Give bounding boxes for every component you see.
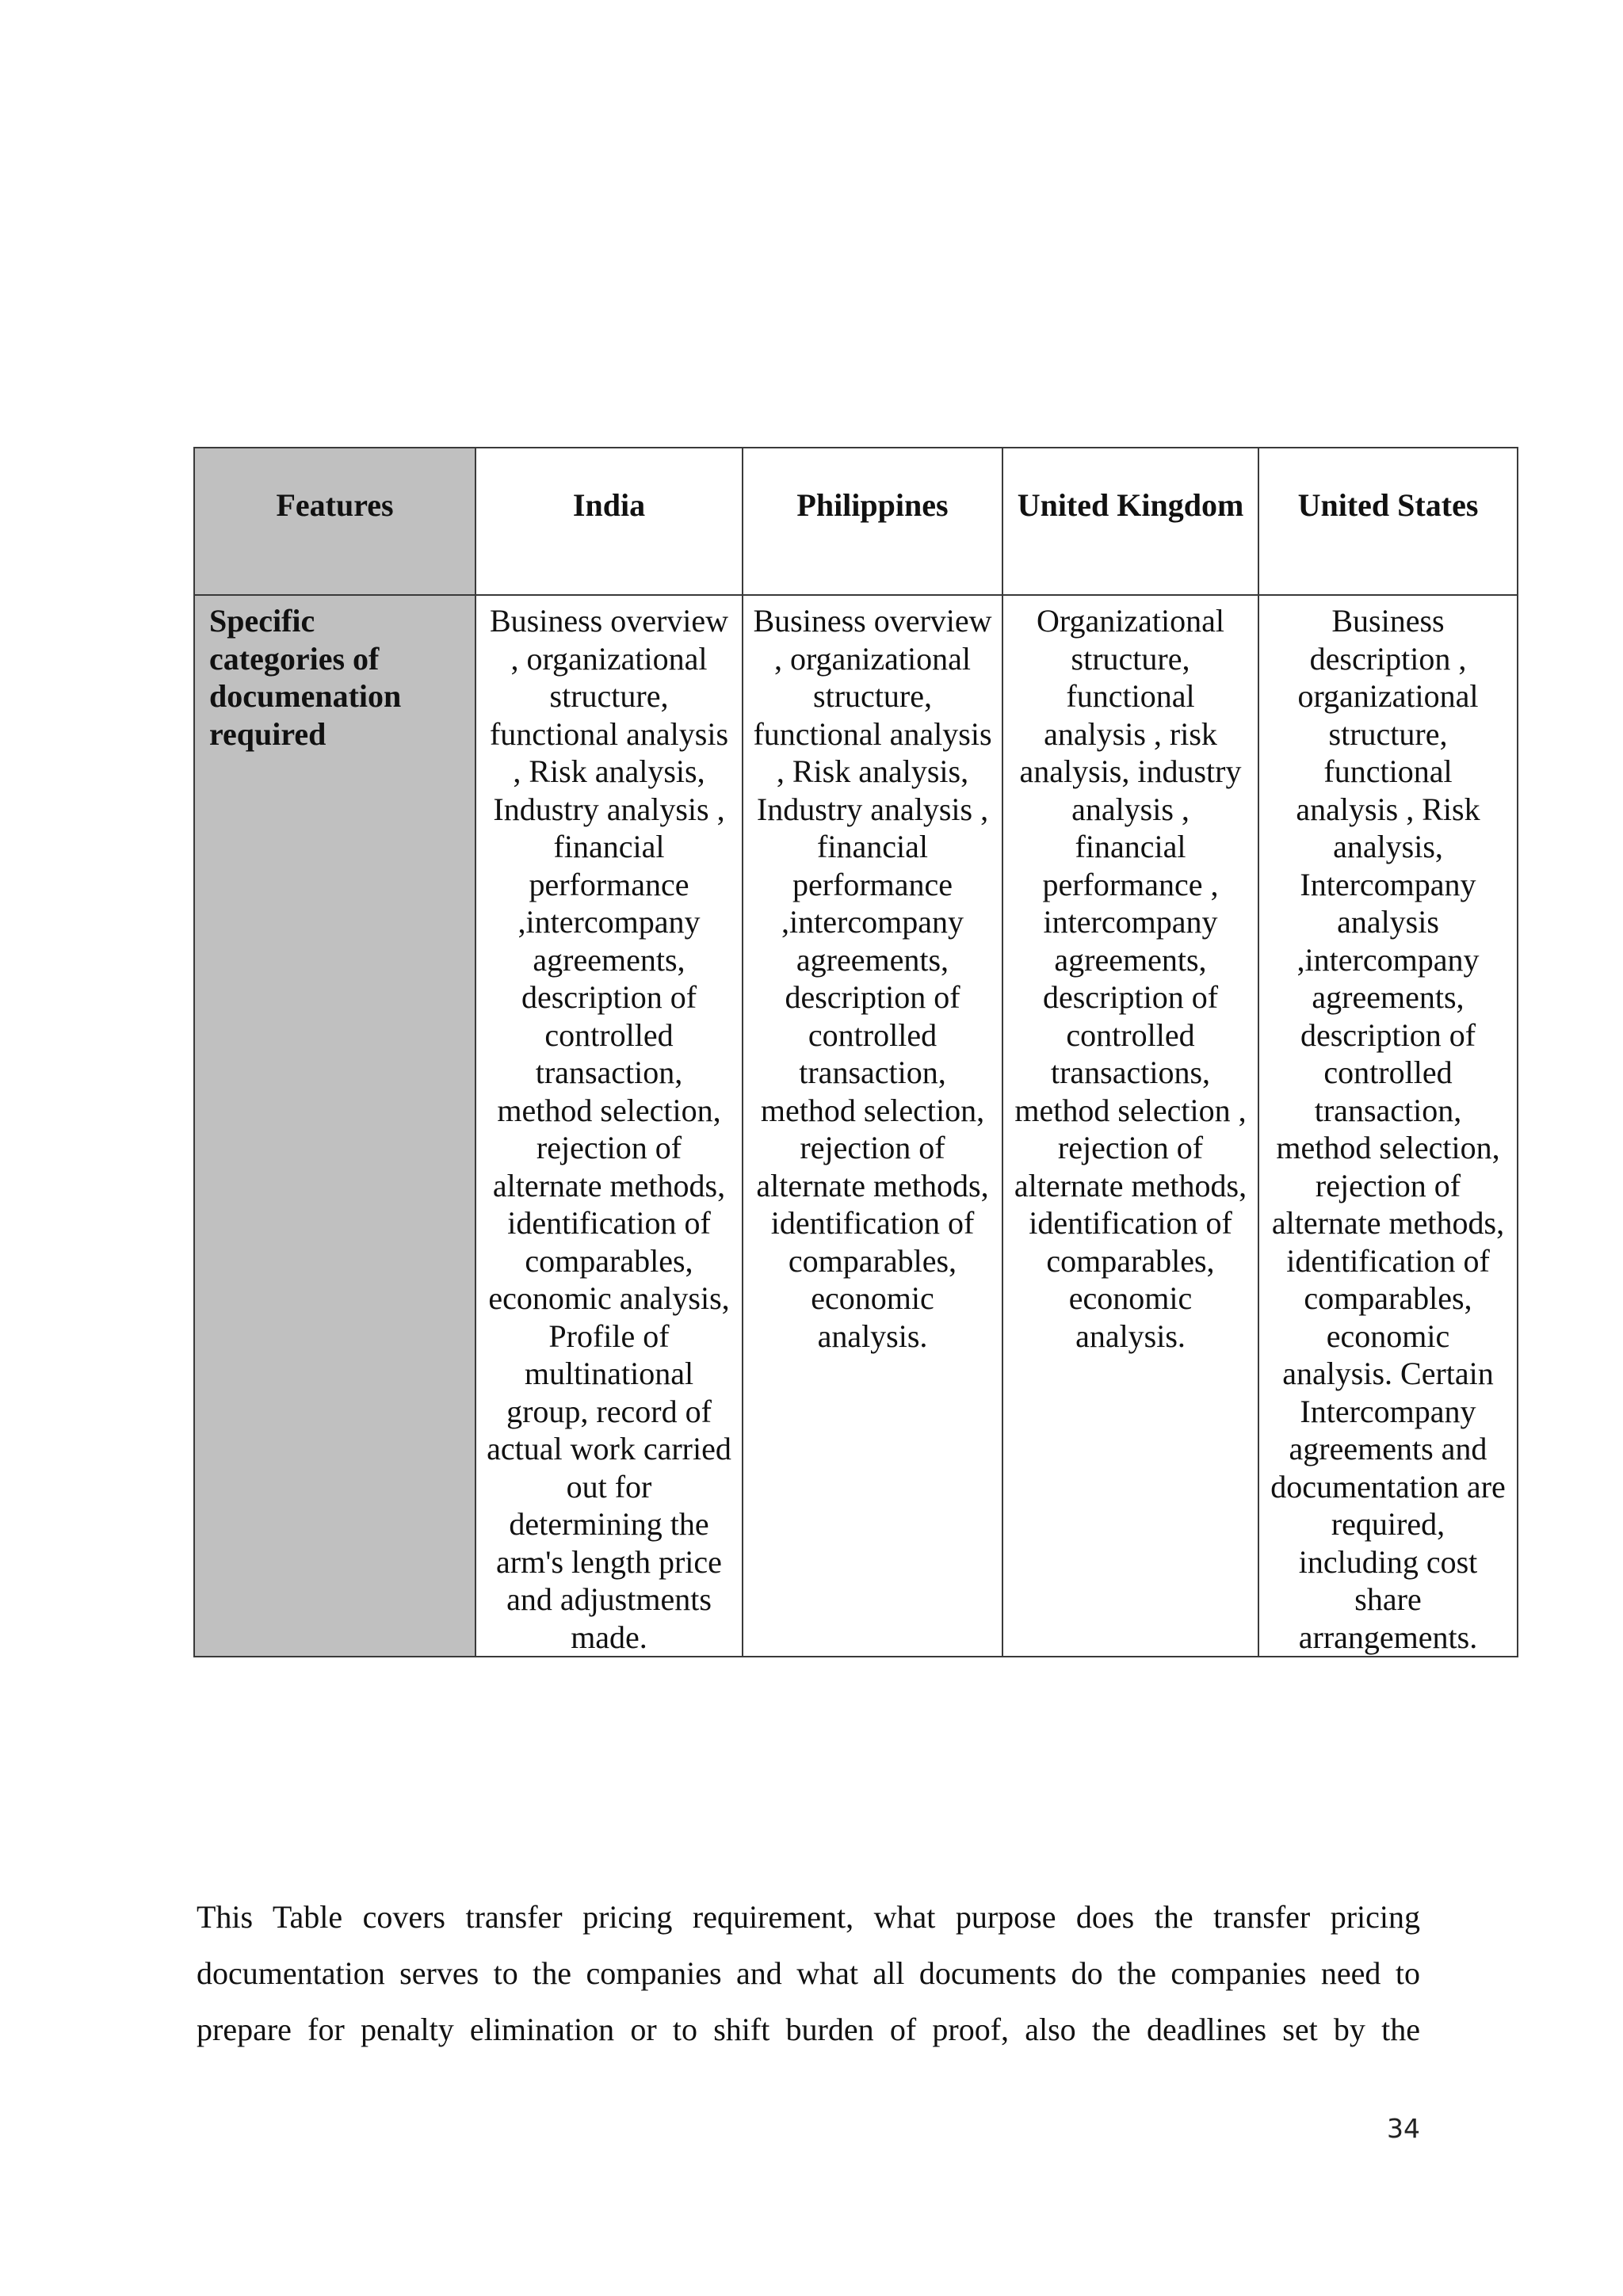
table-header-row [194,448,1518,595]
documentation-requirements-table [193,447,1518,1657]
body-paragraph: This Table covers transfer pricing requirement, what purpose does the transfer pricing documentation serves to the companies and what all documents do the companies need to prepare for penalty elimination or to shift burden of proof, also the deadlines set by the [197,1899,1420,2047]
table-row [194,595,1518,1657]
header-united-states: United States [1258,448,1518,595]
cell-united-kingdom: Organizational structure, functional analysis , risk analysis, industry analysis , financial performance , intercompany agreements, description of controlled transactions, method selection , rejection of alternate methods, identification of comparables, economic analysis. [1002,595,1258,1657]
cell-philippines: Business overview , organizational structure, functional analysis , Risk analysis, Industry analysis , financial performance ,intercompany agreements, description of controlled transaction, method selection, rejection of alternate methods, identification of comparables, economic analysis. [743,595,1002,1657]
cell-india: Business overview , organizational structure, functional analysis , Risk analysis, Industry analysis , financial performance ,intercompany agreements, description of controlled transaction, method selection, rejection of alternate methods, identification of comparables, economic analysis, Profile of multinational group, record of actual work carried out for determining the arm's length price and adjustments made. [475,595,743,1657]
cell-united-states: Business description , organizational structure, functional analysis , Risk analysis, Intercompany analysis ,intercompany agreements, description of controlled transaction, method selection, rejection of alternate methods, identification of comparables, economic analysis. Certain Intercompany agreements and documentation are required, including cost share arrangements. [1258,595,1518,1657]
header-india: India [475,448,743,595]
row-feature-label: Specific categories of documenation required [194,595,475,1657]
header-united-kingdom: United Kingdom [1002,448,1258,595]
header-features: Features [194,448,475,595]
page-number: 34 [1387,2113,1420,2144]
header-philippines: Philippines [743,448,1002,595]
